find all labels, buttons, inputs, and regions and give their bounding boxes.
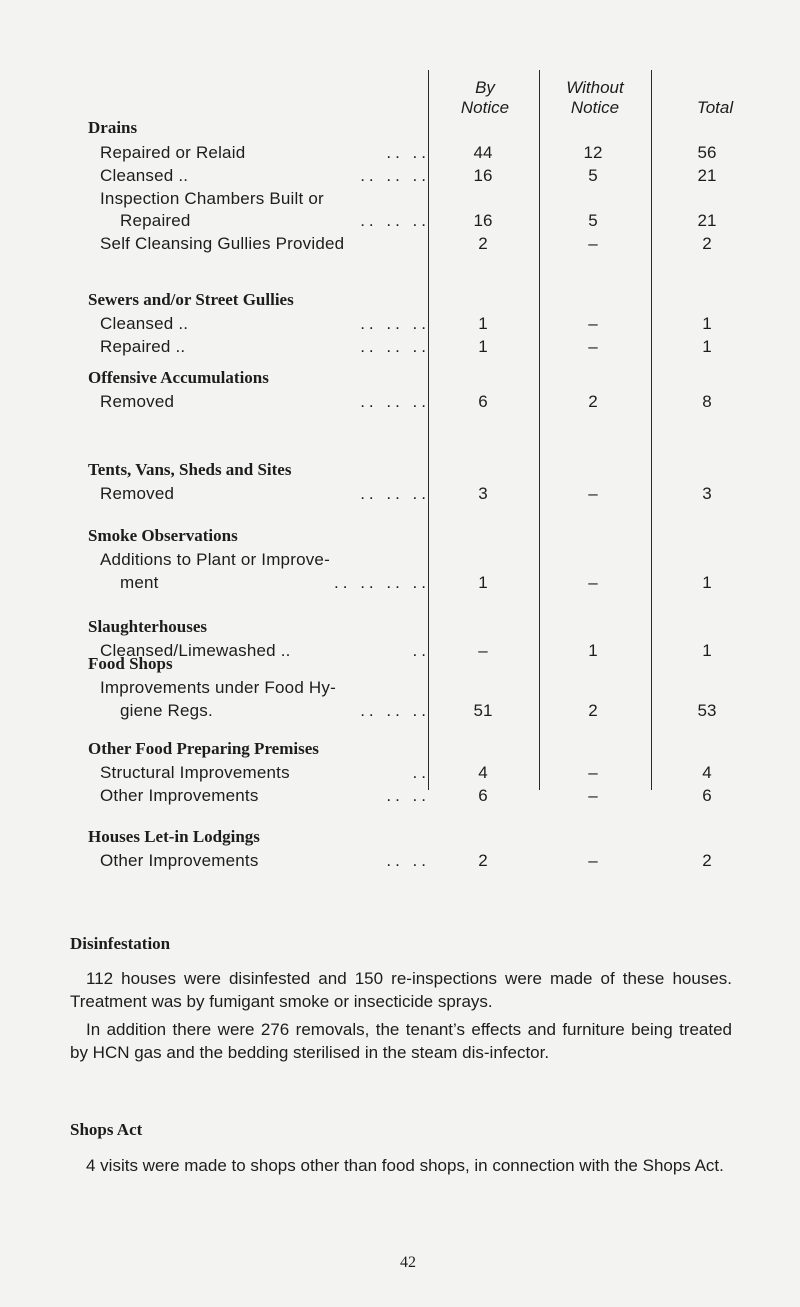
section-heading: Houses Let-in Lodgings [88, 827, 260, 846]
row-label: Cleansed/Limewashed .. [100, 641, 291, 660]
cell-without: – [588, 484, 598, 503]
cell-by: 2 [478, 234, 488, 253]
leader-dots: .. .. [386, 143, 430, 162]
cell-total: 53 [697, 701, 717, 720]
cell-by: 44 [473, 143, 493, 162]
row-label: Improvements under Food Hy- [100, 678, 336, 697]
leader-dots: .. .. .. [360, 314, 430, 333]
section-heading: Smoke Observations [88, 526, 238, 545]
cell-total: 56 [697, 143, 717, 162]
section-heading: Drains [88, 118, 138, 137]
cell-by: 1 [478, 314, 488, 333]
cell-total: 1 [702, 573, 712, 592]
column-header-by-notice: By Notice [460, 78, 510, 117]
page-number: 42 [400, 1254, 416, 1271]
row-label: Repaired .. [100, 337, 186, 356]
cell-without: – [588, 763, 598, 782]
cell-by: 2 [478, 851, 488, 870]
section-heading: Tents, Vans, Sheds and Sites [88, 460, 292, 479]
leader-dots: .. .. .. .. [334, 573, 430, 592]
cell-without: – [588, 234, 598, 253]
leader-dots: .. .. .. [360, 211, 430, 230]
disinfestation-paragraph-1: 112 houses were disinfested and 150 re-inspections were made of these houses. Treatment was by fumigant smoke or insecticide sprays. [70, 969, 732, 1011]
cell-total: 1 [702, 641, 712, 660]
row-label: giene Regs. [120, 701, 213, 720]
leader-dots: .. .. [386, 786, 430, 805]
leader-dots: .. .. .. [360, 337, 430, 356]
cell-by: 16 [473, 211, 493, 230]
row-label: Cleansed .. [100, 166, 189, 185]
row-label: Repaired [120, 211, 191, 230]
cell-without: – [588, 314, 598, 333]
cell-without: – [588, 851, 598, 870]
cell-total: 3 [702, 484, 712, 503]
cell-total: 1 [702, 314, 712, 333]
section-heading: Sewers and/or Street Gullies [88, 290, 294, 309]
column-rule [539, 70, 540, 790]
row-label: Other Improvements [100, 851, 259, 870]
row-label: Cleansed .. [100, 314, 189, 333]
leader-dots: .. .. .. [360, 166, 430, 185]
cell-without: 2 [588, 701, 598, 720]
shops-act-heading: Shops Act [70, 1120, 143, 1139]
cell-without: – [588, 786, 598, 805]
cell-total: 4 [702, 763, 712, 782]
section-heading: Offensive Accumulations [88, 368, 269, 387]
disinfestation-heading: Disinfestation [70, 934, 171, 953]
cell-without: 1 [588, 641, 598, 660]
cell-by: 6 [478, 392, 488, 411]
row-label: Structural Improvements [100, 763, 290, 782]
cell-total: 2 [702, 851, 712, 870]
cell-by: 6 [478, 786, 488, 805]
row-label: Inspection Chambers Built or [100, 189, 324, 208]
cell-without: 5 [588, 166, 598, 185]
section-heading: Other Food Preparing Premises [88, 739, 319, 758]
shops-act-paragraph: 4 visits were made to shops other than food shops, in connection with the Shops Act. [86, 1156, 724, 1175]
row-label: Repaired or Relaid [100, 143, 246, 162]
column-header-without-notice: Without Notice [566, 78, 624, 117]
cell-total: 1 [702, 337, 712, 356]
cell-by: 1 [478, 573, 488, 592]
section-heading: Slaughterhouses [88, 617, 208, 636]
cell-without: 2 [588, 392, 598, 411]
leader-dots: .. .. .. [360, 701, 430, 720]
cell-total: 21 [697, 211, 717, 230]
cell-by: 51 [473, 701, 493, 720]
leader-dots: .. .. [386, 851, 430, 870]
disinfestation-paragraph-2: In addition there were 276 removals, the tenant’s effects and furniture being treated by HCN gas and the bedding sterilised in the steam dis-infector. [70, 1020, 732, 1062]
cell-by: 4 [478, 763, 488, 782]
column-rule [651, 70, 652, 790]
leader-dots: .. .. .. [360, 484, 430, 503]
row-label: Removed [100, 484, 175, 503]
column-header-total: Total [696, 98, 734, 117]
row-label: ment [120, 573, 159, 592]
row-label: Removed [100, 392, 175, 411]
cell-without: 5 [588, 211, 598, 230]
cell-total: 6 [702, 786, 712, 805]
cell-without: – [588, 573, 598, 592]
row-label: Other Improvements [100, 786, 259, 805]
cell-total: 21 [697, 166, 717, 185]
leader-dots: .. [412, 763, 430, 782]
row-label: Self Cleansing Gullies Provided [100, 234, 345, 253]
cell-total: 8 [702, 392, 712, 411]
cell-by: 3 [478, 484, 488, 503]
leader-dots: .. .. .. [360, 392, 430, 411]
cell-by: 16 [473, 166, 493, 185]
row-label: Additions to Plant or Improve- [100, 550, 330, 569]
section-heading: Food Shops [88, 654, 173, 673]
cell-without: 12 [583, 143, 603, 162]
cell-by: – [478, 641, 488, 660]
cell-total: 2 [702, 234, 712, 253]
cell-without: – [588, 337, 598, 356]
cell-by: 1 [478, 337, 488, 356]
leader-dots: .. [412, 641, 430, 660]
